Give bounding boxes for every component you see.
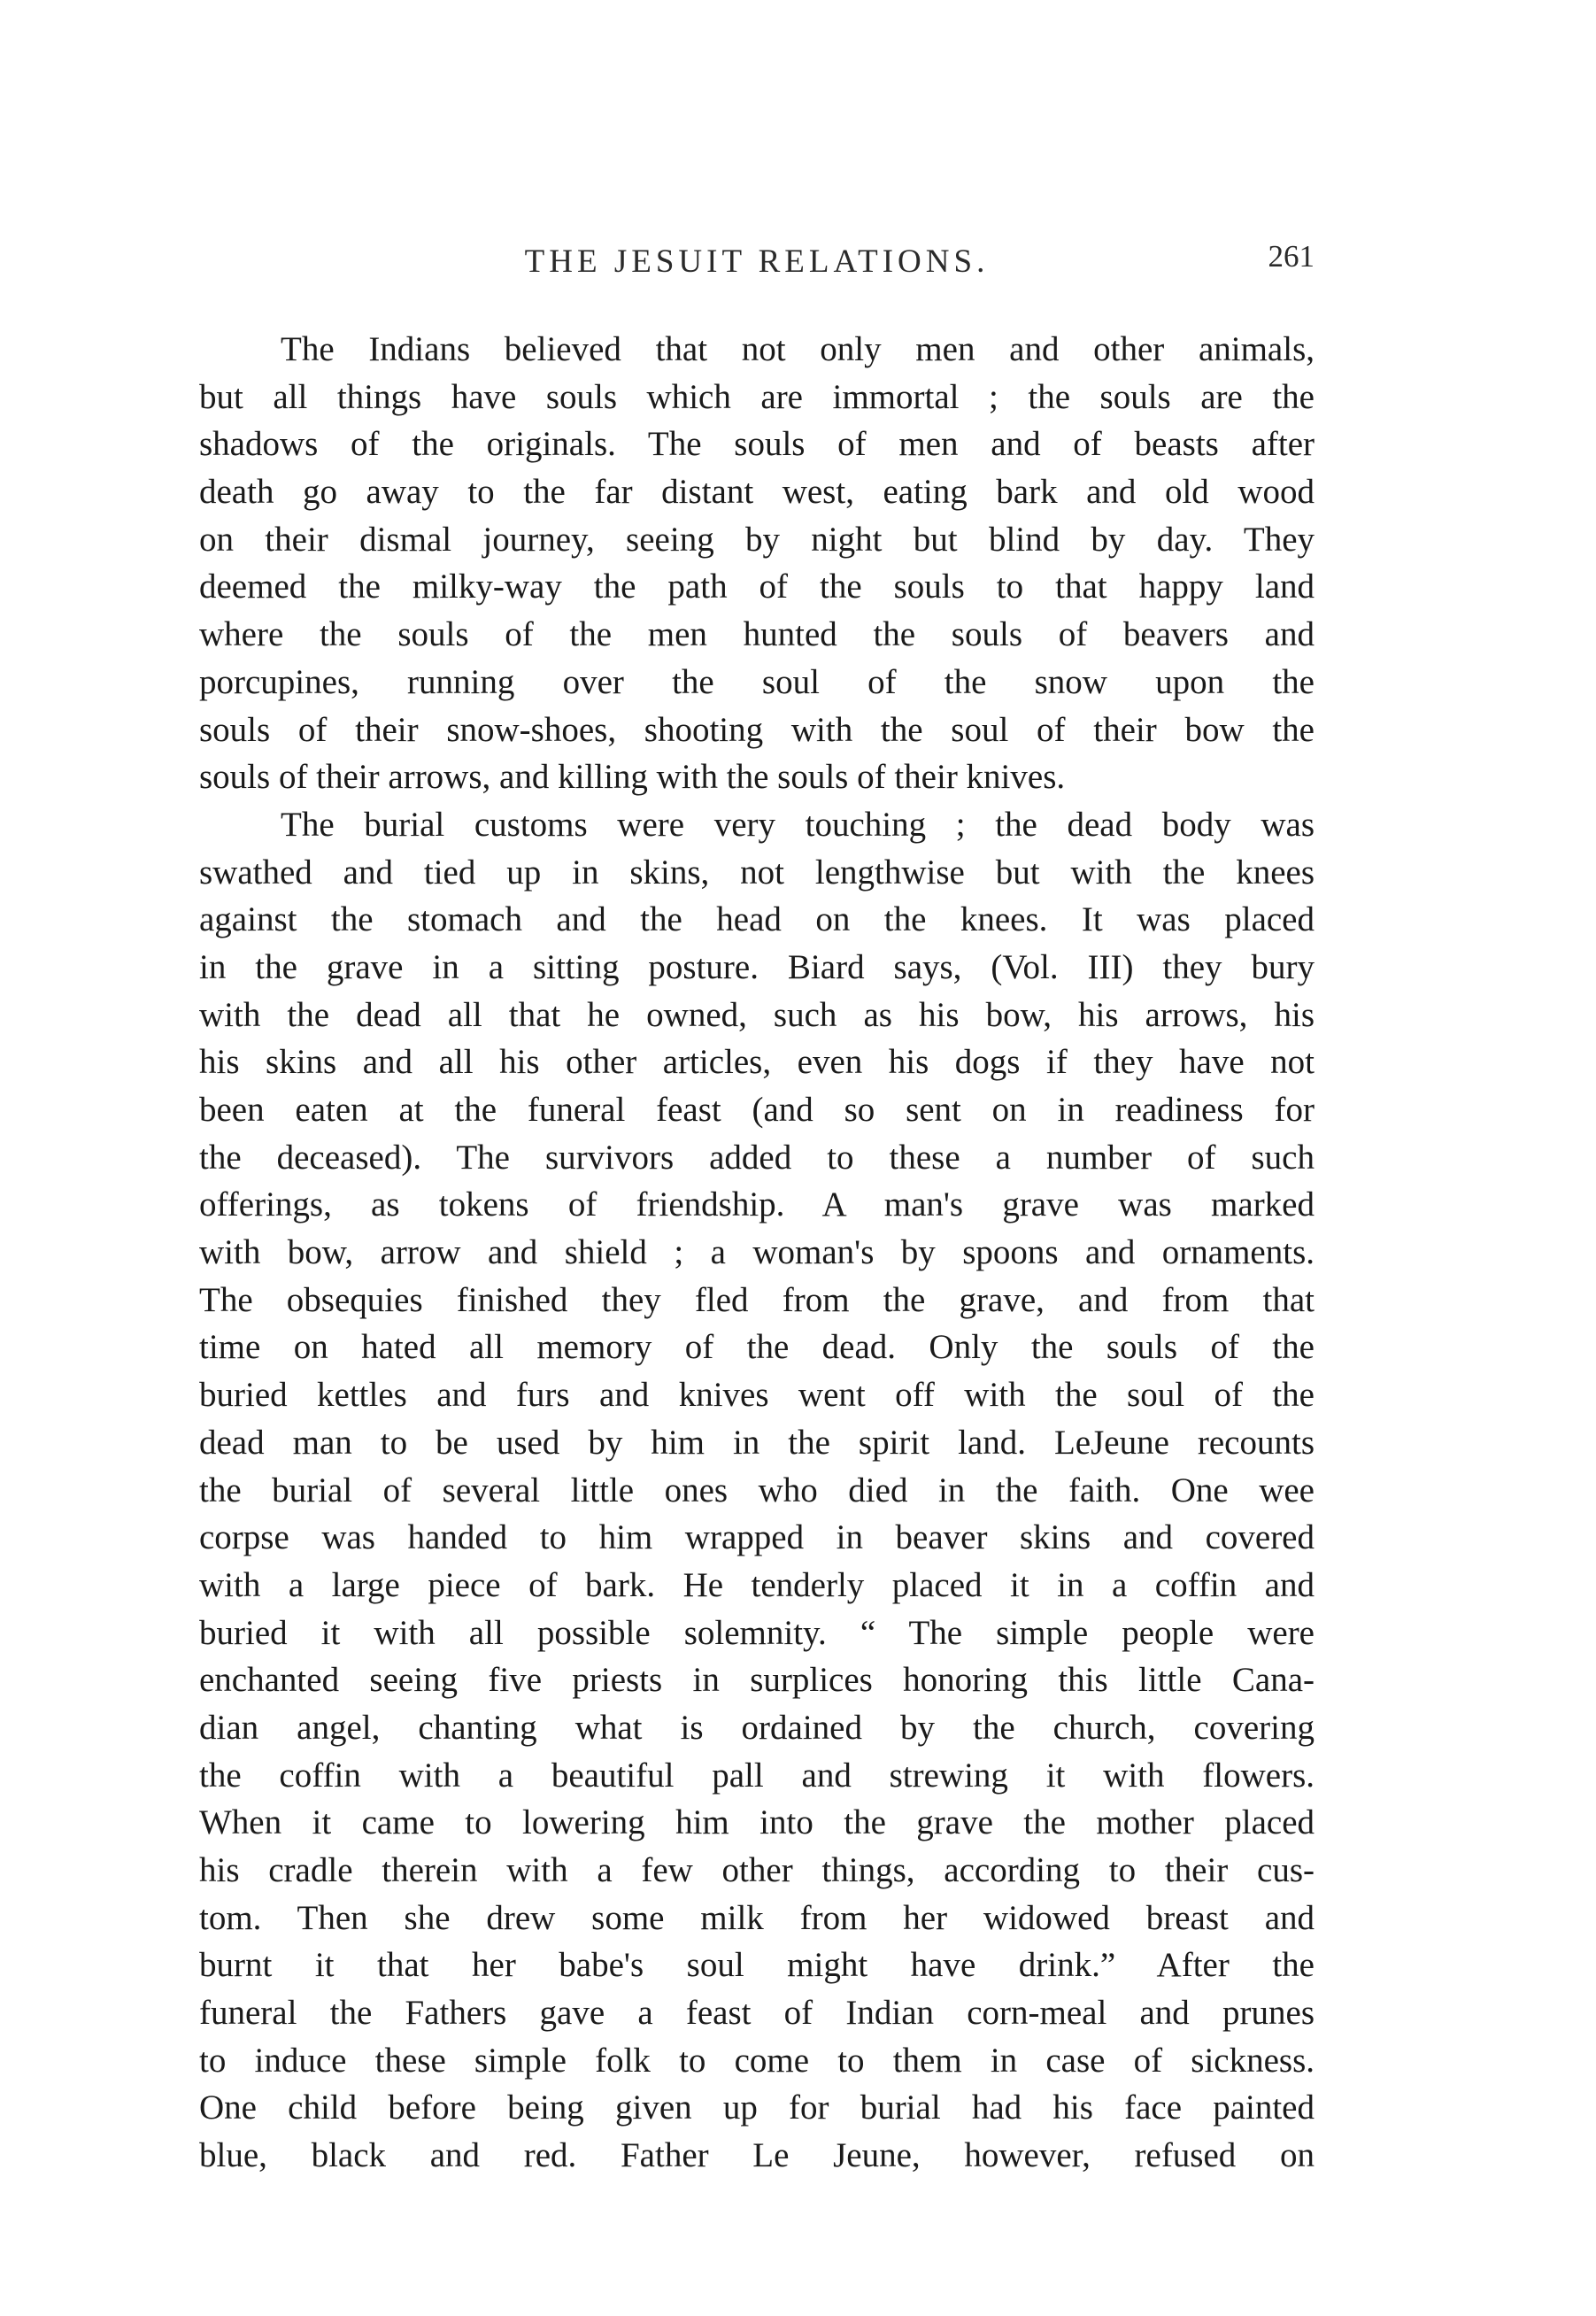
text-line: corpse was handed to him wrapped in beaver skins and covered (199, 1518, 1315, 1557)
text-line: with bow, arrow and shield ; a woman's by spoons and ornaments. (199, 1233, 1315, 1272)
text-line: with a large piece of bark. He tenderly placed it in a coffin and (199, 1565, 1315, 1604)
text-line: porcupines, running over the soul of the snow upon the (199, 662, 1315, 701)
text-line: his cradle therein with a few other things, according to their cus- (199, 1851, 1315, 1889)
text-line: against the stomach and the head on the knees. It was placed (199, 900, 1315, 939)
text-line: shadows of the originals. The souls of men and of beasts after (199, 425, 1315, 464)
text-line: to induce these simple folk to come to them in case of sickness. (199, 2041, 1315, 2080)
text-line: death go away to the far distant west, eating bark and old wood (199, 473, 1315, 512)
text-line: his skins and all his other articles, even his dogs if they have not (199, 1043, 1315, 1082)
text-line: The obsequies finished they fled from the grave, and from that (199, 1280, 1315, 1319)
text-line: swathed and tied up in skins, not lengthwise but with the knees (199, 853, 1315, 892)
text-line: but all things have souls which are immortal ; the souls are the (199, 377, 1315, 416)
text-line: the coffin with a beautiful pall and strewing it with flowers. (199, 1756, 1315, 1795)
running-title: THE JESUIT RELATIONS. (524, 243, 990, 280)
text-line: funeral the Fathers gave a feast of Indian corn-meal and prunes (199, 1994, 1315, 2033)
text-line: When it came to lowering him into the grave the mother placed (199, 1803, 1315, 1842)
running-head (199, 239, 1315, 292)
text-line: where the souls of the men hunted the souls of beavers and (199, 615, 1315, 654)
text-line: tom. Then she drew some milk from her widowed breast and (199, 1898, 1315, 1937)
text-line: souls of their arrows, and killing with the souls of their knives. (199, 758, 1066, 797)
text-line: souls of their snow-shoes, shooting with the soul of their bow the (199, 710, 1315, 749)
text-line: burnt it that her babe's soul might have drink.” After the (199, 1946, 1315, 1985)
text-line: with the dead all that he owned, such as his bow, his arrows, his (199, 995, 1315, 1034)
text-line: buried kettles and furs and knives went off with the soul of the (199, 1376, 1315, 1415)
text-line: deemed the milky-way the path of the souls to that happy land (199, 567, 1315, 606)
page-number: 261 (1268, 239, 1315, 274)
text-line: One child before being given up for burial had his face painted (199, 2088, 1315, 2127)
text-line: been eaten at the funeral feast (and so sent on in readiness for (199, 1091, 1315, 1129)
text-line: time on hated all memory of the dead. Only the souls of the (199, 1328, 1315, 1367)
text-line: dian angel, chanting what is ordained by the church, covering (199, 1708, 1315, 1747)
body-text (199, 326, 1315, 2180)
text-line: enchanted seeing five priests in surplices honoring this little Cana- (199, 1661, 1315, 1700)
text-line: blue, black and red. Father Le Jeune, however, refused on (199, 2136, 1315, 2175)
text-line: offerings, as tokens of friendship. A man's grave was marked (199, 1185, 1315, 1224)
text-line: on their dismal journey, seeing by night but blind by day. They (199, 520, 1315, 559)
text-line: the burial of several little ones who died in the faith. One wee (199, 1471, 1315, 1509)
text-line: in the grave in a sitting posture. Biard says, (Vol. III) they bury (199, 947, 1315, 986)
text-line: The Indians believed that not only men and other animals, (281, 330, 1315, 368)
text-line: the deceased). The survivors added to these a number of such (199, 1138, 1315, 1177)
text-line: The burial customs were very touching ; the dead body was (281, 805, 1315, 844)
text-line: buried it with all possible solemnity. “ The simple people were (199, 1613, 1315, 1652)
paragraph (199, 801, 1315, 2180)
paragraph (199, 326, 1315, 801)
text-line: dead man to be used by him in the spirit land. LeJeune recounts (199, 1423, 1315, 1462)
